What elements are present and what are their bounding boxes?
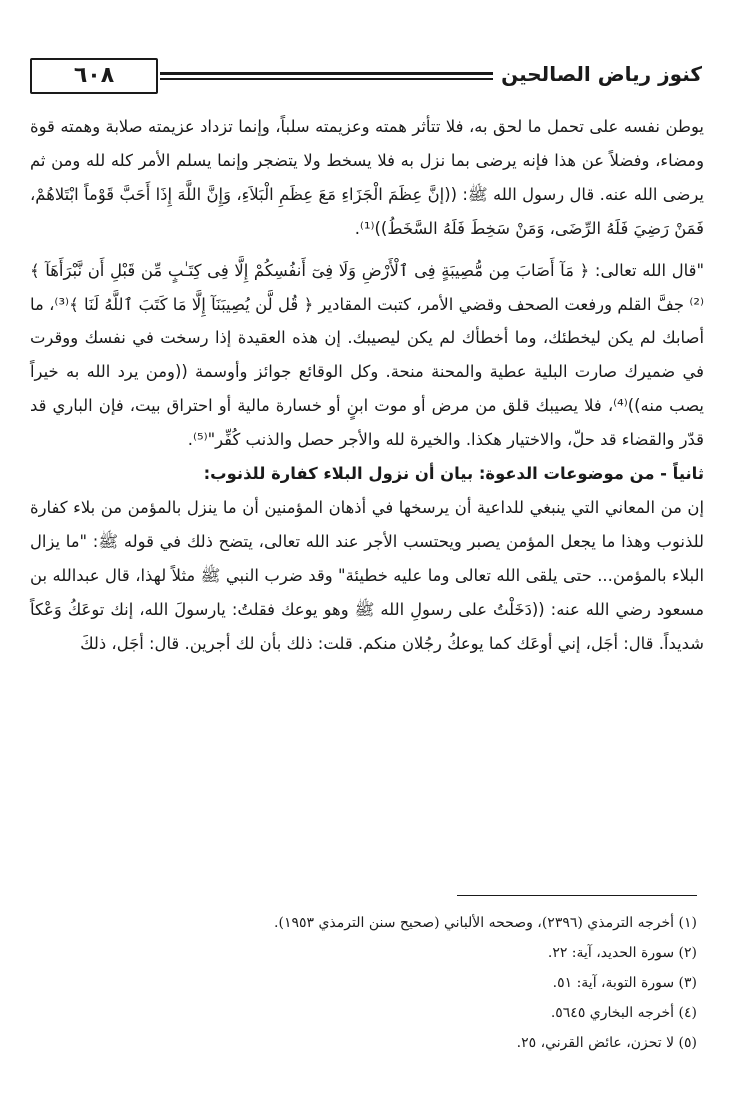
paragraph-1: يوطن نفسه على تحمل ما لحق به، فلا تتأثر همته وعزيمته سلباً، وإنما تزداد عزيمته صلابة وهمته قوة ومضاء، وفضلاً عن هذا فإنه يرضى بما نزل به فلا يسخط ولا يتضجر وإنما يسلم الأمر كله لله ومن ثم يرضى الله عنه. قال رسول الله ﷺ: ((إنَّ عِظَمَ الْجَزَاءِ مَعَ عِظَمِ الْبَلاَءِ، وَإِنَّ اللَّهَ إِذَا أَحَبَّ قَوْماً ابْتَلاهُمْ، فَمَنْ رَضِيَ فَلَهُ الرِّضَى، وَمَنْ سَخِطَ فَلَهُ السَّخَطُ))⁽¹⁾.	[30, 117, 704, 238]
footnote-1: (١) أخرجه الترمذي (٢٣٩٦)، وصححه الألباني (صحيح سنن الترمذي ١٩٥٣).	[274, 915, 697, 931]
body-text	[30, 110, 704, 661]
text-segment: ⁽³⁾، ما أصابك لم يكن ليخطئك، وما أخطأك لم يكن ليصيبك. إن هذه العقيدة إذا رسخت في نفسك ووقرت في ضميرك صارت البلية عطية والمحنة منحة. وكل الوقائع جوائز وأوسمة ((ومن يرد الله به خيراً يصب منه))⁽⁴⁾، فلا يصيبك قلق من مرض أو موت ابنٍ أو خسارة مالية أو احتراق بيت، فإن الباري قد قدّر والقضاء قد حلّ، والاختيار هكذا. والخيرة لله والأجر حصل والذنب كُفِّر"⁽⁵⁾.	[30, 294, 704, 450]
quran-verse-1: ﴿ مَآ أَصَابَ مِن مُّصِيبَةٍ فِى ٱلْأَرْضِ وَلَا فِىٓ أَنفُسِكُمْ إِلَّا فِى كِتَـٰبٍ مِّن قَبْلِ أَن نَّبْرَأَهَآ ﴾	[30, 260, 590, 280]
page-header	[30, 58, 702, 98]
text-segment: ⁽²⁾ جفَّ القلم ورفعت الصحف وقضي الأمر، كتبت المقادير	[313, 294, 704, 314]
header-rule	[160, 72, 493, 82]
footnotes	[37, 908, 697, 1058]
footnote-4: (٤) أخرجه البخاري ٥٦٤٥.	[550, 1005, 697, 1021]
footnote-5: (٥) لا تحزن، عائض القرني، ٢٥.	[516, 1035, 697, 1051]
footnote-2: (٢) سورة الحديد، آية: ٢٢.	[547, 945, 697, 961]
footnote-3: (٣) سورة التوبة، آية: ٥١.	[552, 975, 697, 991]
text-segment: "قال الله تعالى:	[589, 260, 704, 280]
section-subheading: ثانياً - من موضوعات الدعوة: بيان أن نزول البلاء كفارة للذنوب:	[203, 464, 704, 484]
book-title: كنوز رياض الصالحين	[501, 62, 702, 86]
footnote-divider	[457, 895, 697, 896]
page-number: ٦٠٨	[30, 58, 158, 94]
paragraph-2	[30, 254, 704, 457]
paragraph-3: إن من المعاني التي ينبغي للداعية أن يرسخها في أذهان المؤمنين أن ما ينزل بالمؤمن من بلاء كفارة للذنوب وهذا ما يجعل المؤمن يصبر ويحتسب الأجر عند الله تعالى، يتضح ذلك في قوله ﷺ: "ما يزال البلاء بالمؤمن... حتى يلقى الله تعالى وما عليه خطيئة" وقد ضرب النبي ﷺ مثلاً لهذا، قال عبدالله بن مسعود رضي الله عنه: ((دَخَلْتُ على رسولِ الله ﷺ وهو يوعك فقلتُ: يارسولَ الله، إنك توعَكُ وَعْكاً شديداً. قال: أجَل، إني أوعَك كما يوعكُ رجُلان منكم. قلت: ذلك بأن لك أجرين. قال: أجَل، ذلكَ	[30, 497, 704, 653]
quran-verse-2: ﴿ قُل لَّن يُصِيبَنَآ إِلَّا مَا كَتَبَ ٱللَّهُ لَنَا ﴾	[69, 294, 314, 314]
